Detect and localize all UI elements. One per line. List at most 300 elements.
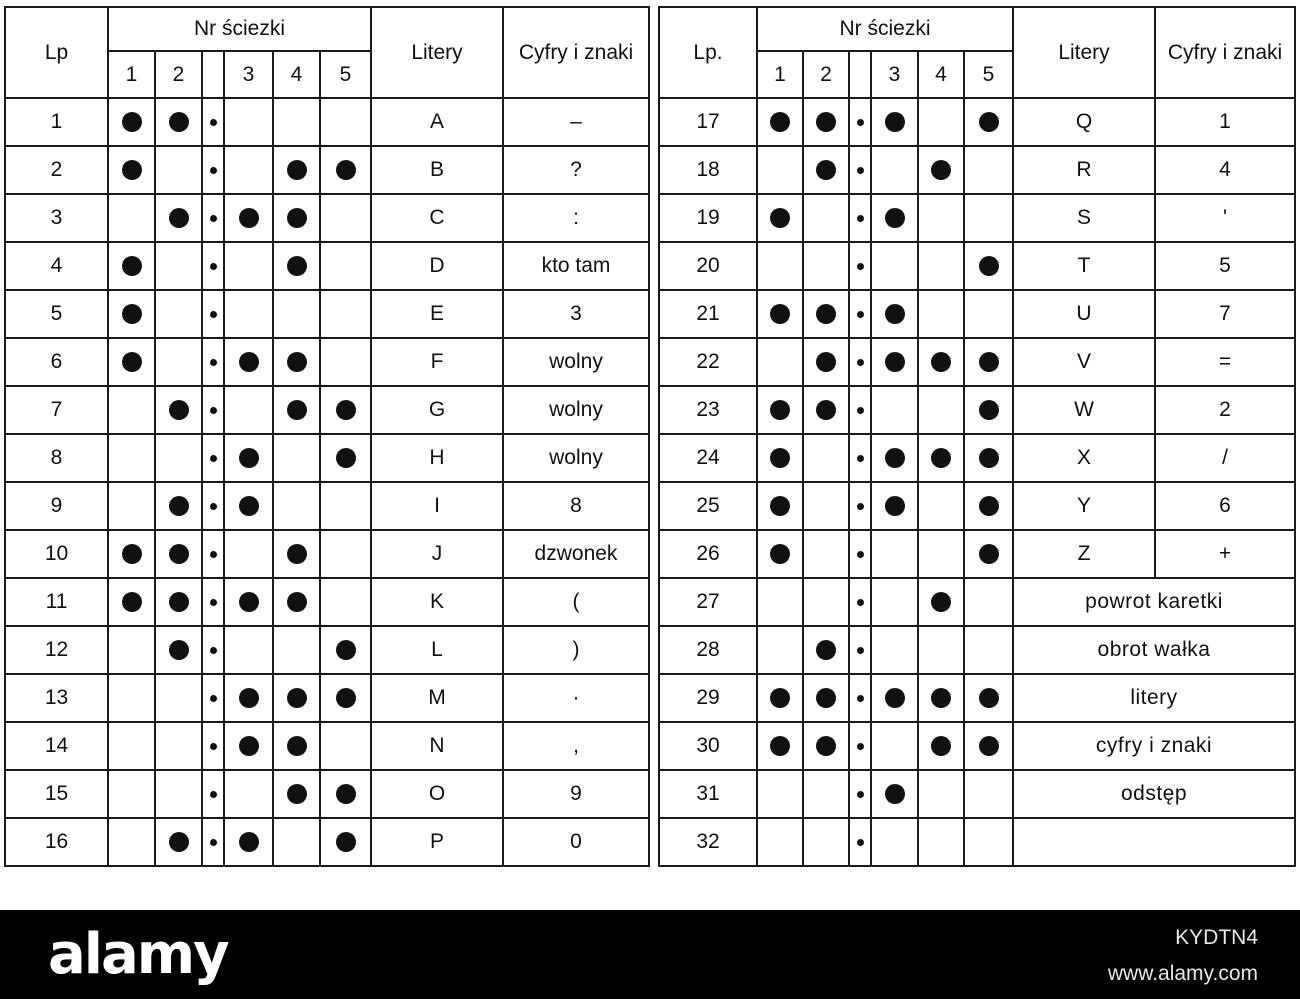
punched-hole-icon	[122, 160, 142, 180]
table-row	[659, 818, 1295, 866]
track-3-cell	[871, 770, 918, 818]
track-4-cell	[918, 194, 964, 242]
sprocket-cell	[202, 770, 224, 818]
punched-hole-icon	[122, 592, 142, 612]
figure-cell: 6	[1155, 482, 1295, 530]
code-table-left	[4, 6, 650, 867]
track-3-header: 3	[871, 51, 918, 98]
letter-cell: P	[371, 818, 503, 866]
track-3-cell	[871, 482, 918, 530]
figure-cell: 2	[1155, 386, 1295, 434]
image-code: KYDTN4	[1175, 926, 1258, 949]
sprocket-cell	[849, 818, 871, 866]
track-3-cell	[871, 818, 918, 866]
figure-cell: (	[503, 578, 649, 626]
track-2-cell	[803, 482, 849, 530]
sprocket-hole-icon	[210, 311, 217, 318]
table-row	[659, 770, 1295, 818]
punched-hole-icon	[287, 400, 307, 420]
track-1-cell	[757, 290, 803, 338]
lp-cell: 8	[5, 434, 108, 482]
sprocket-cell	[849, 578, 871, 626]
sprocket-cell	[202, 722, 224, 770]
sprocket-hole-icon	[857, 215, 864, 222]
track-2-cell	[155, 770, 202, 818]
sprocket-hole-icon	[210, 455, 217, 462]
sprocket-hole-icon	[857, 263, 864, 270]
figure-cell: =	[1155, 338, 1295, 386]
track-1-cell	[757, 578, 803, 626]
punched-hole-icon	[336, 400, 356, 420]
lp-cell: 6	[5, 338, 108, 386]
figure-cell: 0	[503, 818, 649, 866]
punched-hole-icon	[287, 592, 307, 612]
track-3-cell	[224, 818, 273, 866]
sprocket-cell	[202, 530, 224, 578]
track-4-cell	[273, 482, 320, 530]
track-3-cell	[224, 722, 273, 770]
table-row	[5, 146, 649, 194]
figure-cell: –	[503, 98, 649, 146]
punched-hole-icon	[816, 640, 836, 660]
lp-cell: 29	[659, 674, 757, 722]
track-1-cell	[108, 98, 155, 146]
figure-cell: 3	[503, 290, 649, 338]
sprocket-hole-icon	[210, 263, 217, 270]
sprocket-hole-icon	[857, 503, 864, 510]
table-row	[5, 242, 649, 290]
brand-logo: alamy	[48, 922, 228, 987]
lp-cell: 31	[659, 770, 757, 818]
figure-cell: 8	[503, 482, 649, 530]
table-row	[5, 722, 649, 770]
lp-cell: 4	[5, 242, 108, 290]
track-5-cell	[320, 482, 371, 530]
track-2-cell	[803, 386, 849, 434]
table-row	[5, 818, 649, 866]
punched-hole-icon	[770, 544, 790, 564]
lp-cell: 28	[659, 626, 757, 674]
track-group-header: Nr ściezki	[108, 7, 371, 51]
punched-hole-icon	[816, 688, 836, 708]
table-row	[5, 674, 649, 722]
track-3-cell	[871, 578, 918, 626]
sprocket-cell	[202, 818, 224, 866]
punched-hole-icon	[239, 496, 259, 516]
track-4-cell	[273, 194, 320, 242]
punched-hole-icon	[169, 112, 189, 132]
track-3-cell	[224, 626, 273, 674]
sprocket-hole-icon	[857, 839, 864, 846]
track-1-cell	[757, 482, 803, 530]
punched-hole-icon	[336, 160, 356, 180]
punched-hole-icon	[770, 496, 790, 516]
punched-hole-icon	[169, 640, 189, 660]
sprocket-hole-icon	[210, 167, 217, 174]
punched-hole-icon	[770, 688, 790, 708]
lp-cell: 27	[659, 578, 757, 626]
sprocket-header	[849, 51, 871, 98]
track-4-cell	[273, 722, 320, 770]
letter-cell: I	[371, 482, 503, 530]
track-5-cell	[320, 338, 371, 386]
table-row	[659, 482, 1295, 530]
punched-hole-icon	[336, 688, 356, 708]
punched-hole-icon	[931, 352, 951, 372]
sprocket-hole-icon	[210, 215, 217, 222]
code-table-right	[658, 6, 1296, 867]
punched-hole-icon	[931, 688, 951, 708]
sprocket-cell	[849, 482, 871, 530]
table-row	[659, 194, 1295, 242]
track-2-cell	[803, 530, 849, 578]
figure-cell: 1	[1155, 98, 1295, 146]
track-4-header: 4	[273, 51, 320, 98]
function-cell: litery	[1013, 674, 1295, 722]
figure-cell: wolny	[503, 338, 649, 386]
lp-cell: 20	[659, 242, 757, 290]
track-2-cell	[803, 290, 849, 338]
sprocket-hole-icon	[857, 119, 864, 126]
track-2-header: 2	[155, 51, 202, 98]
letter-cell: R	[1013, 146, 1155, 194]
table-row	[659, 578, 1295, 626]
table-row	[5, 386, 649, 434]
lp-cell: 12	[5, 626, 108, 674]
track-1-cell	[108, 578, 155, 626]
sprocket-cell	[849, 98, 871, 146]
table-row	[659, 626, 1295, 674]
punched-hole-icon	[816, 352, 836, 372]
table-row	[659, 530, 1295, 578]
punched-hole-icon	[979, 544, 999, 564]
track-2-cell	[155, 338, 202, 386]
track-4-cell	[918, 770, 964, 818]
track-group-header: Nr ściezki	[757, 7, 1013, 51]
table-row	[659, 146, 1295, 194]
track-3-cell	[871, 626, 918, 674]
track-5-cell	[320, 578, 371, 626]
track-1-cell	[108, 338, 155, 386]
sprocket-cell	[202, 290, 224, 338]
track-5-cell	[964, 674, 1013, 722]
punched-hole-icon	[885, 496, 905, 516]
track-5-cell	[964, 98, 1013, 146]
track-1-cell	[757, 674, 803, 722]
sprocket-hole-icon	[210, 551, 217, 558]
lp-header: Lp.	[659, 7, 757, 98]
punched-hole-icon	[169, 400, 189, 420]
track-3-cell	[871, 386, 918, 434]
punched-hole-icon	[287, 688, 307, 708]
sprocket-hole-icon	[857, 743, 864, 750]
track-5-cell	[964, 386, 1013, 434]
track-3-cell	[224, 242, 273, 290]
track-4-cell	[273, 674, 320, 722]
punched-hole-icon	[287, 160, 307, 180]
lp-cell: 15	[5, 770, 108, 818]
table-row	[5, 578, 649, 626]
sprocket-hole-icon	[857, 167, 864, 174]
track-4-cell	[273, 146, 320, 194]
table-row	[659, 722, 1295, 770]
track-3-cell	[871, 146, 918, 194]
track-2-cell	[155, 818, 202, 866]
track-5-cell	[964, 722, 1013, 770]
track-2-cell	[803, 146, 849, 194]
lp-cell: 11	[5, 578, 108, 626]
punched-hole-icon	[931, 736, 951, 756]
track-5-cell	[320, 674, 371, 722]
lp-cell: 17	[659, 98, 757, 146]
sprocket-hole-icon	[210, 503, 217, 510]
track-1-cell	[108, 242, 155, 290]
lp-cell: 32	[659, 818, 757, 866]
letter-cell: W	[1013, 386, 1155, 434]
track-1-cell	[757, 770, 803, 818]
track-1-cell	[108, 290, 155, 338]
track-3-cell	[871, 98, 918, 146]
letter-cell: U	[1013, 290, 1155, 338]
sprocket-hole-icon	[857, 791, 864, 798]
punched-hole-icon	[122, 352, 142, 372]
table-row	[5, 530, 649, 578]
figure-cell: +	[1155, 530, 1295, 578]
site-url: www.alamy.com	[1107, 962, 1258, 985]
sprocket-hole-icon	[857, 359, 864, 366]
lp-cell: 21	[659, 290, 757, 338]
track-2-cell	[803, 194, 849, 242]
track-3-cell	[871, 242, 918, 290]
track-5-cell	[964, 578, 1013, 626]
track-5-cell	[320, 818, 371, 866]
track-5-cell	[964, 482, 1013, 530]
table-row	[5, 770, 649, 818]
track-4-cell	[918, 674, 964, 722]
track-3-cell	[871, 194, 918, 242]
letter-cell: N	[371, 722, 503, 770]
table-row	[659, 98, 1295, 146]
punched-hole-icon	[770, 448, 790, 468]
sprocket-hole-icon	[857, 407, 864, 414]
track-5-cell	[320, 194, 371, 242]
letter-cell: O	[371, 770, 503, 818]
sprocket-cell	[849, 242, 871, 290]
track-1-cell	[757, 722, 803, 770]
punched-hole-icon	[169, 208, 189, 228]
sprocket-hole-icon	[857, 551, 864, 558]
track-5-cell	[320, 626, 371, 674]
table-row	[659, 242, 1295, 290]
track-3-cell	[224, 578, 273, 626]
track-2-cell	[155, 530, 202, 578]
track-1-header: 1	[108, 51, 155, 98]
punched-hole-icon	[239, 448, 259, 468]
track-1-cell	[757, 242, 803, 290]
track-2-cell	[155, 434, 202, 482]
lp-cell: 9	[5, 482, 108, 530]
letter-cell: K	[371, 578, 503, 626]
letters-header: Litery	[371, 7, 503, 98]
track-1-cell	[108, 770, 155, 818]
lp-header: Lp	[5, 7, 108, 98]
letter-cell: J	[371, 530, 503, 578]
punched-hole-icon	[287, 352, 307, 372]
function-cell: powrot karetki	[1013, 578, 1295, 626]
figure-cell: ?	[503, 146, 649, 194]
table-row	[659, 290, 1295, 338]
figure-cell: dzwonek	[503, 530, 649, 578]
punched-hole-icon	[122, 256, 142, 276]
lp-cell: 18	[659, 146, 757, 194]
punched-hole-icon	[885, 784, 905, 804]
sprocket-cell	[202, 386, 224, 434]
track-3-cell	[871, 290, 918, 338]
letter-cell: X	[1013, 434, 1155, 482]
sprocket-hole-icon	[210, 695, 217, 702]
punched-hole-icon	[336, 640, 356, 660]
letter-cell: H	[371, 434, 503, 482]
sprocket-cell	[849, 722, 871, 770]
punched-hole-icon	[336, 832, 356, 852]
sprocket-cell	[849, 434, 871, 482]
punched-hole-icon	[816, 304, 836, 324]
track-4-cell	[918, 482, 964, 530]
track-1-cell	[108, 194, 155, 242]
table-row	[5, 434, 649, 482]
sprocket-hole-icon	[210, 647, 217, 654]
punched-hole-icon	[770, 304, 790, 324]
track-2-cell	[155, 146, 202, 194]
track-2-cell	[803, 626, 849, 674]
track-5-cell	[964, 290, 1013, 338]
sprocket-cell	[202, 626, 224, 674]
lp-cell: 10	[5, 530, 108, 578]
track-1-cell	[757, 386, 803, 434]
track-1-cell	[757, 626, 803, 674]
sprocket-cell	[849, 290, 871, 338]
track-4-cell	[918, 626, 964, 674]
track-2-cell	[155, 242, 202, 290]
sprocket-cell	[202, 194, 224, 242]
track-4-cell	[273, 626, 320, 674]
track-4-cell	[918, 386, 964, 434]
letter-cell: M	[371, 674, 503, 722]
track-2-cell	[803, 578, 849, 626]
sprocket-cell	[202, 578, 224, 626]
punched-hole-icon	[287, 736, 307, 756]
table-row	[5, 194, 649, 242]
track-4-cell	[918, 242, 964, 290]
punched-hole-icon	[770, 736, 790, 756]
sprocket-cell	[202, 674, 224, 722]
letters-header: Litery	[1013, 7, 1155, 98]
track-2-cell	[803, 98, 849, 146]
track-1-cell	[108, 386, 155, 434]
function-cell	[1013, 818, 1295, 866]
track-4-cell	[918, 338, 964, 386]
track-5-header: 5	[964, 51, 1013, 98]
punched-hole-icon	[336, 448, 356, 468]
punched-hole-icon	[979, 688, 999, 708]
sprocket-hole-icon	[857, 647, 864, 654]
track-3-cell	[224, 338, 273, 386]
track-1-cell	[108, 530, 155, 578]
track-4-cell	[273, 338, 320, 386]
track-4-header: 4	[918, 51, 964, 98]
track-1-header: 1	[757, 51, 803, 98]
table-row	[659, 434, 1295, 482]
table-row	[5, 482, 649, 530]
punched-hole-icon	[169, 592, 189, 612]
letter-cell: Q	[1013, 98, 1155, 146]
track-2-cell	[803, 338, 849, 386]
lp-cell: 22	[659, 338, 757, 386]
punched-hole-icon	[239, 736, 259, 756]
punched-hole-icon	[931, 592, 951, 612]
sprocket-cell	[202, 434, 224, 482]
track-1-cell	[757, 434, 803, 482]
track-5-cell	[320, 386, 371, 434]
track-2-cell	[155, 626, 202, 674]
sprocket-cell	[202, 98, 224, 146]
track-5-cell	[964, 338, 1013, 386]
sprocket-hole-icon	[210, 791, 217, 798]
lp-cell: 2	[5, 146, 108, 194]
letter-cell: T	[1013, 242, 1155, 290]
track-3-header: 3	[224, 51, 273, 98]
punched-hole-icon	[816, 736, 836, 756]
track-5-cell	[320, 530, 371, 578]
track-2-cell	[155, 722, 202, 770]
sprocket-hole-icon	[857, 695, 864, 702]
track-1-cell	[108, 626, 155, 674]
punched-hole-icon	[287, 256, 307, 276]
sprocket-cell	[849, 194, 871, 242]
sprocket-cell	[202, 338, 224, 386]
track-5-header: 5	[320, 51, 371, 98]
lp-cell: 7	[5, 386, 108, 434]
figure-cell: 7	[1155, 290, 1295, 338]
sprocket-header	[202, 51, 224, 98]
track-4-cell	[273, 434, 320, 482]
figure-cell: :	[503, 194, 649, 242]
punched-hole-icon	[770, 112, 790, 132]
punched-hole-icon	[979, 352, 999, 372]
lp-cell: 26	[659, 530, 757, 578]
track-4-cell	[273, 98, 320, 146]
sprocket-hole-icon	[857, 599, 864, 606]
track-4-cell	[273, 242, 320, 290]
track-4-cell	[273, 578, 320, 626]
punched-hole-icon	[979, 448, 999, 468]
sprocket-hole-icon	[210, 839, 217, 846]
punched-hole-icon	[885, 448, 905, 468]
table-row	[659, 386, 1295, 434]
track-4-cell	[273, 290, 320, 338]
track-4-cell	[273, 530, 320, 578]
track-2-cell	[803, 434, 849, 482]
punched-hole-icon	[979, 736, 999, 756]
lp-cell: 14	[5, 722, 108, 770]
track-3-cell	[224, 290, 273, 338]
track-2-cell	[155, 194, 202, 242]
letter-cell: G	[371, 386, 503, 434]
punched-hole-icon	[885, 112, 905, 132]
figure-cell: 4	[1155, 146, 1295, 194]
track-2-cell	[155, 674, 202, 722]
track-2-cell	[155, 98, 202, 146]
